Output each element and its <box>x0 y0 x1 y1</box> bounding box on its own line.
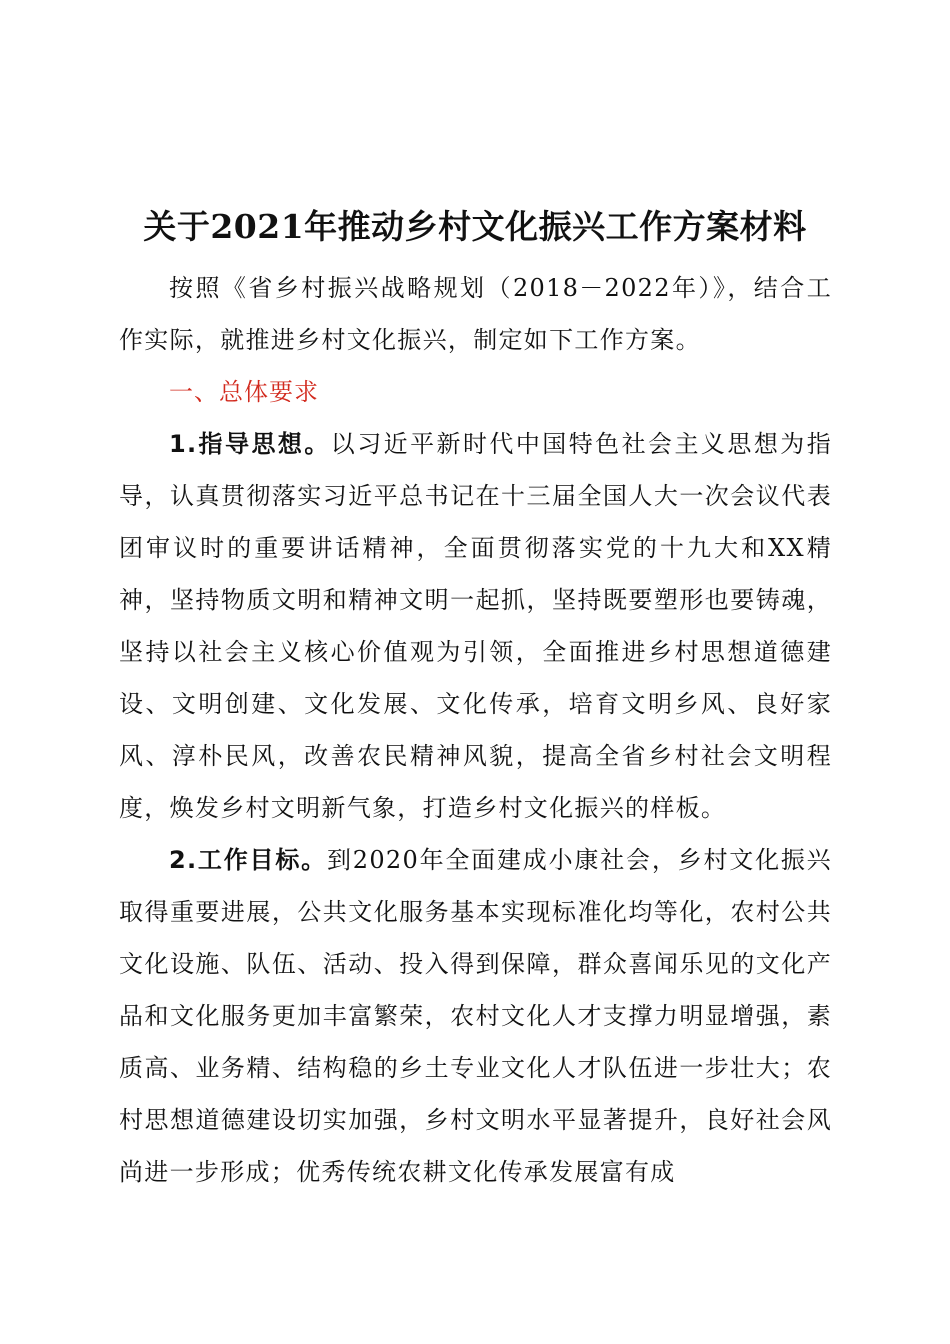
paragraph-guiding-ideology <box>119 418 832 834</box>
item-lead-guiding-ideology: 1.指导思想。 <box>169 430 331 458</box>
document-title: 关于2021年推动乡村文化振兴工作方案材料 <box>143 207 807 247</box>
paragraph-work-goals <box>119 834 832 1198</box>
document-body <box>119 262 832 1198</box>
item-body-guiding-ideology: 以习近平新时代中国特色社会主义思想为指导，认真贯彻落实习近平总书记在十三届全国人大一次会议代表团审议时的重要讲话精神，全面贯彻落实党的十九大和XX精神，坚持物质文明和精神文明一起抓，坚持既要塑形也要铸魂，坚持以社会主义核心价值观为引领，全面推进乡村思想道德建设、文明创建、文化发展、文化传承，培育文明乡风、良好家风、淳朴民风，改善农民精神风貌，提高全省乡村社会文明程度，焕发乡村文明新气象，打造乡村文化振兴的样板。 <box>119 430 832 822</box>
item-lead-work-goals: 2.工作目标。 <box>169 846 327 874</box>
intro-paragraph: 按照《省乡村振兴战略规划（2018－2022年）》，结合工作实际，就推进乡村文化振兴，制定如下工作方案。 <box>119 274 832 354</box>
item-body-work-goals: 到2020年全面建成小康社会，乡村文化振兴取得重要进展，公共文化服务基本实现标准化均等化，农村公共文化设施、队伍、活动、投入得到保障，群众喜闻乐见的文化产品和文化服务更加丰富繁荣，农村文化人才支撑力明显增强，素质高、业务精、结构稳的乡土专业文化人才队伍进一步壮大；农村思想道德建设切实加强，乡村文明水平显著提升，良好社会风尚进一步形成；优秀传统农耕文化传承发展富有成 <box>119 846 832 1186</box>
section-heading-general-requirements: 一、总体要求 <box>169 378 319 406</box>
